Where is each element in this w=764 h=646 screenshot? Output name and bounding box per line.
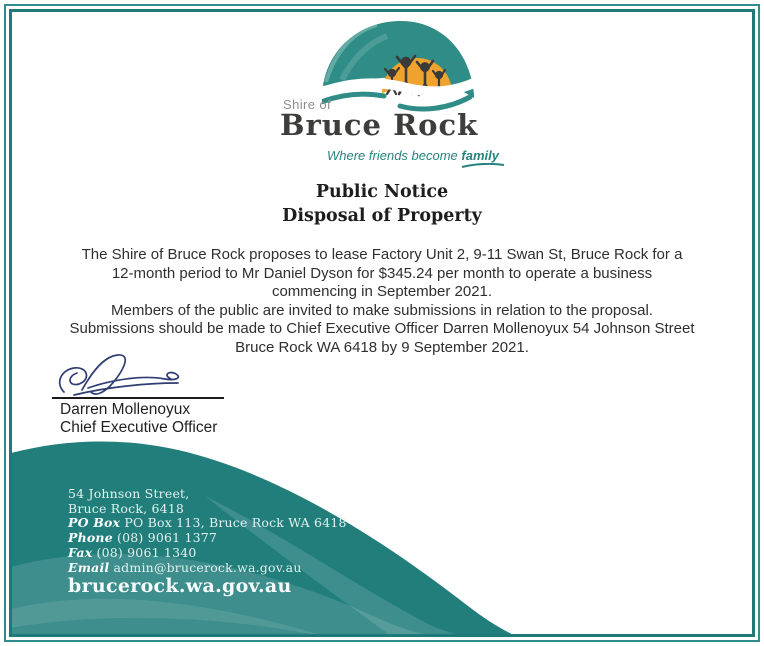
tagline-prefix: Where friends become — [327, 148, 462, 163]
notice-line: Bruce Rock WA 6418 by 9 September 2021. — [235, 338, 529, 356]
notice-line: Submissions should be made to Chief Executive Officer Darren Mollenoyux 54 Johnson Street — [69, 320, 695, 338]
footer-address-line2: Bruce Rock, 6418 — [68, 500, 185, 516]
notice-subtitle: Disposal of Property — [282, 206, 482, 226]
phone-value: (08) 9061 1377 — [112, 530, 218, 546]
tagline-emphasis: family — [461, 148, 499, 163]
footer-address-line1: 54 Johnson Street, — [68, 486, 190, 501]
logo-tagline — [327, 148, 499, 163]
signature-image — [52, 352, 224, 400]
footer-phone-line — [68, 531, 347, 546]
pobox-label: PO Box — [68, 515, 121, 531]
logo-shire-name: Bruce Rock — [280, 108, 479, 142]
footer-website: brucerock.wa.gov.au — [68, 575, 292, 598]
fax-value: (08) 9061 1340 — [92, 544, 197, 560]
signatory-name: Darren Mollenoyux — [60, 401, 191, 418]
phone-label: Phone — [68, 530, 113, 546]
footer-pobox-line — [68, 516, 347, 531]
footer-contact-block — [68, 486, 347, 598]
shire-logo-graphic — [322, 12, 482, 112]
signature-line — [52, 397, 224, 399]
fax-label: Fax — [68, 544, 93, 560]
notice-title: Public Notice — [315, 182, 449, 202]
signatory-title: Chief Executive Officer — [60, 419, 218, 436]
pobox-value: PO Box 113, Bruce Rock WA 6418 — [120, 515, 347, 531]
tagline-swoosh-icon — [461, 163, 505, 168]
email-value: admin@brucerock.wa.gov.au — [109, 559, 302, 575]
notice-body — [12, 246, 752, 358]
notice-line: The Shire of Bruce Rock proposes to lease Factory Unit 2, 9-11 Swan St, Bruce Rock for a — [81, 246, 683, 263]
footer-fax-line — [68, 546, 347, 561]
footer-email-line — [68, 561, 347, 576]
logo-shire-of-label: Shire of — [283, 97, 332, 112]
notice-line: commencing in September 2021. — [271, 283, 493, 301]
notice-line: Members of the public are invited to make submissions in relation to the proposal. — [111, 301, 653, 319]
email-label: Email — [68, 559, 110, 575]
notice-line: 12-month period to Mr Daniel Dyson for $345.24 per month to operate a business — [111, 264, 653, 282]
